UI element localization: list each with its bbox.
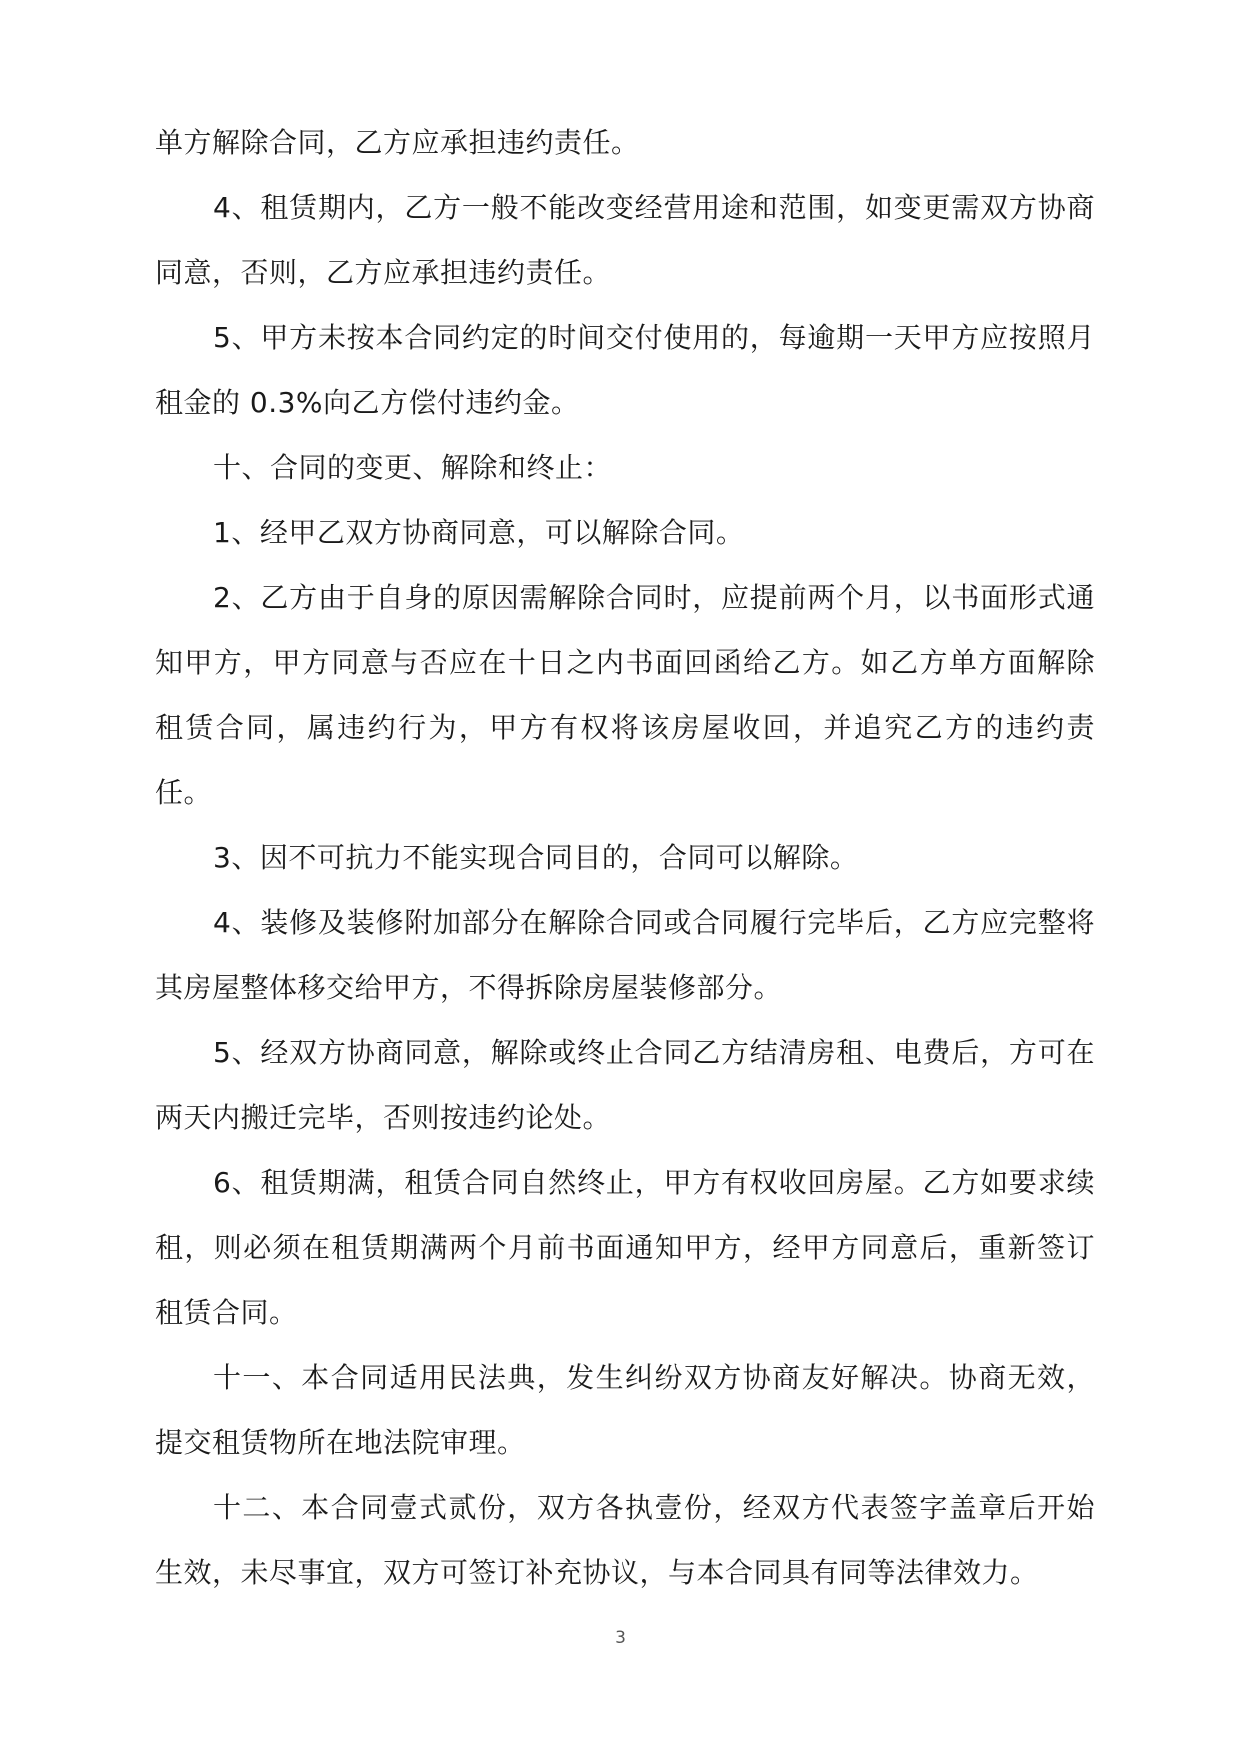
section-twelve-copies: 十二、本合同壹式贰份，双方各执壹份，经双方代表签字盖章后开始生效，未尽事宜，双方可签订补充协议，与本合同具有同等法律效力。: [155, 1491, 1095, 1589]
paragraph-continuation: 单方解除合同，乙方应承担违约责任。: [155, 126, 640, 159]
paragraph-clause-5-move-out: 5、经双方协商同意，解除或终止合同乙方结清房租、电费后，方可在两天内搬迁完毕，否则按违约论处。: [155, 1036, 1095, 1134]
paragraph-clause-4-change-use: 4、租赁期内，乙方一般不能改变经营用途和范围，如变更需双方协商同意，否则，乙方应承担违约责任。: [155, 191, 1095, 289]
page-number: 3: [615, 1628, 626, 1648]
paragraph-clause-5-late-delivery: 5、甲方未按本合同约定的时间交付使用的，每逾期一天甲方应按照月租金的 0.3%向乙方偿付违约金。: [155, 321, 1095, 419]
contract-body: [155, 110, 1095, 1605]
paragraph-clause-6-lease-expiry: 6、租赁期满，租赁合同自然终止，甲方有权收回房屋。乙方如要求续租，则必须在租赁期满两个月前书面通知甲方，经甲方同意后，重新签订租赁合同。: [155, 1166, 1095, 1329]
section-eleven-applicable-law: 十一、本合同适用民法典，发生纠纷双方协商友好解决。协商无效，提交租赁物所在地法院审理。: [155, 1361, 1095, 1459]
section-heading-ten: 十、合同的变更、解除和终止：: [213, 451, 613, 484]
paragraph-clause-1-mutual-termination: 1、经甲乙双方协商同意，可以解除合同。: [213, 516, 745, 549]
paragraph-clause-4-renovation: 4、装修及装修附加部分在解除合同或合同履行完毕后，乙方应完整将其房屋整体移交给甲方，不得拆除房屋装修部分。: [155, 906, 1095, 1004]
paragraph-clause-3-force-majeure: 3、因不可抗力不能实现合同目的，合同可以解除。: [213, 841, 859, 874]
paragraph-clause-2-tenant-termination: 2、乙方由于自身的原因需解除合同时，应提前两个月，以书面形式通知甲方，甲方同意与否应在十日之内书面回函给乙方。如乙方单方面解除租赁合同，属违约行为，甲方有权将该房屋收回，并追究乙方的违约责任。: [155, 581, 1095, 809]
